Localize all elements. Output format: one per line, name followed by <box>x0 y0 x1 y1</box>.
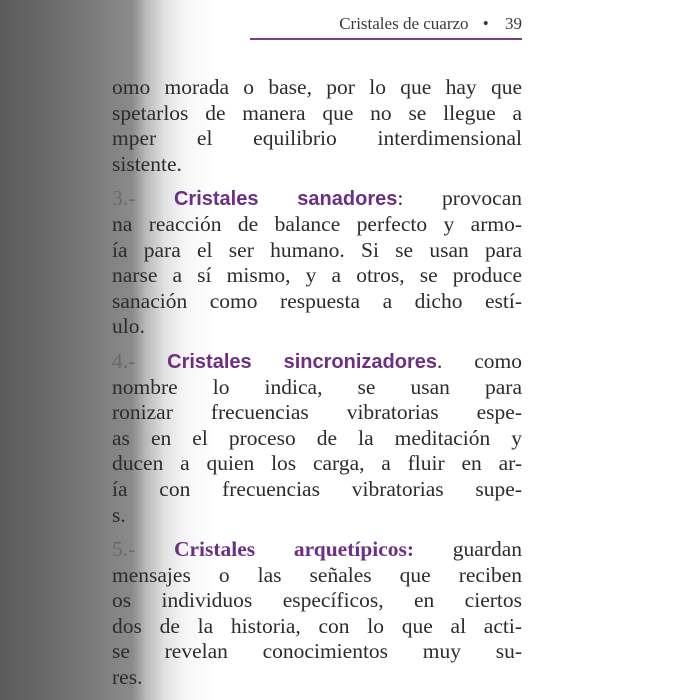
item-number: 3.- <box>112 186 136 211</box>
text-line: sistente. <box>112 151 182 176</box>
text-line: nombre lo indica, se usan para <box>112 374 522 399</box>
heading-line <box>112 349 522 375</box>
text-line: narse a sí mismo, y a otros, se produce <box>112 263 522 288</box>
text-line: os individuos específicos, en ciertos <box>112 588 522 613</box>
text-line: as en el proceso de la meditación y <box>112 425 522 450</box>
text-line: spetarlos de manera que no se llegue a <box>112 100 522 125</box>
text-line: sanación como respuesta a dicho estí- <box>112 288 522 313</box>
heading-line <box>112 186 522 212</box>
item-number: 5.- <box>112 537 136 562</box>
text-line: omo morada o base, por lo que hay que <box>112 75 522 99</box>
body-text <box>112 75 522 691</box>
running-title: Cristales de cuarzo <box>339 14 469 33</box>
heading-lead: guardan <box>414 537 523 562</box>
text-line: mensajes o las señales que reciben <box>112 562 522 587</box>
text-line: s. <box>112 502 126 527</box>
page-margin <box>528 0 700 700</box>
paragraph <box>112 186 522 340</box>
heading-lead: . como <box>437 348 522 373</box>
text-line: ía con frecuencias vibratorias supe- <box>112 476 522 501</box>
text-line: mper el equilibrio interdimensional <box>112 126 522 151</box>
page-number: 39 <box>505 14 522 33</box>
heading-line <box>112 537 522 563</box>
section-heading: Cristales sincronizadores <box>167 350 438 373</box>
text-line: res. <box>112 665 143 690</box>
item-number: 4.- <box>112 348 136 373</box>
heading-lead: : provocan <box>397 186 522 211</box>
text-line: na reacción de balance perfecto y armo- <box>112 211 522 236</box>
paragraph <box>112 75 522 177</box>
paragraph <box>112 349 522 528</box>
text-line: ducen a quien los carga, a fluir en ar- <box>112 451 522 476</box>
header-bullet: • <box>482 14 489 33</box>
text-line: ulo. <box>112 314 145 339</box>
paragraph <box>112 537 522 691</box>
section-heading: Cristales arquetípicos: <box>173 537 415 562</box>
section-heading: Cristales sanadores <box>173 188 398 211</box>
running-header <box>250 12 522 40</box>
text-line: ronizar frecuencias vibratorias espe- <box>112 400 522 425</box>
text-line: dos de la historia, con lo que al acti- <box>112 613 522 638</box>
text-line: ía para el ser humano. Si se usan para <box>112 237 522 262</box>
text-line: se revelan conocimientos muy su- <box>112 639 522 664</box>
